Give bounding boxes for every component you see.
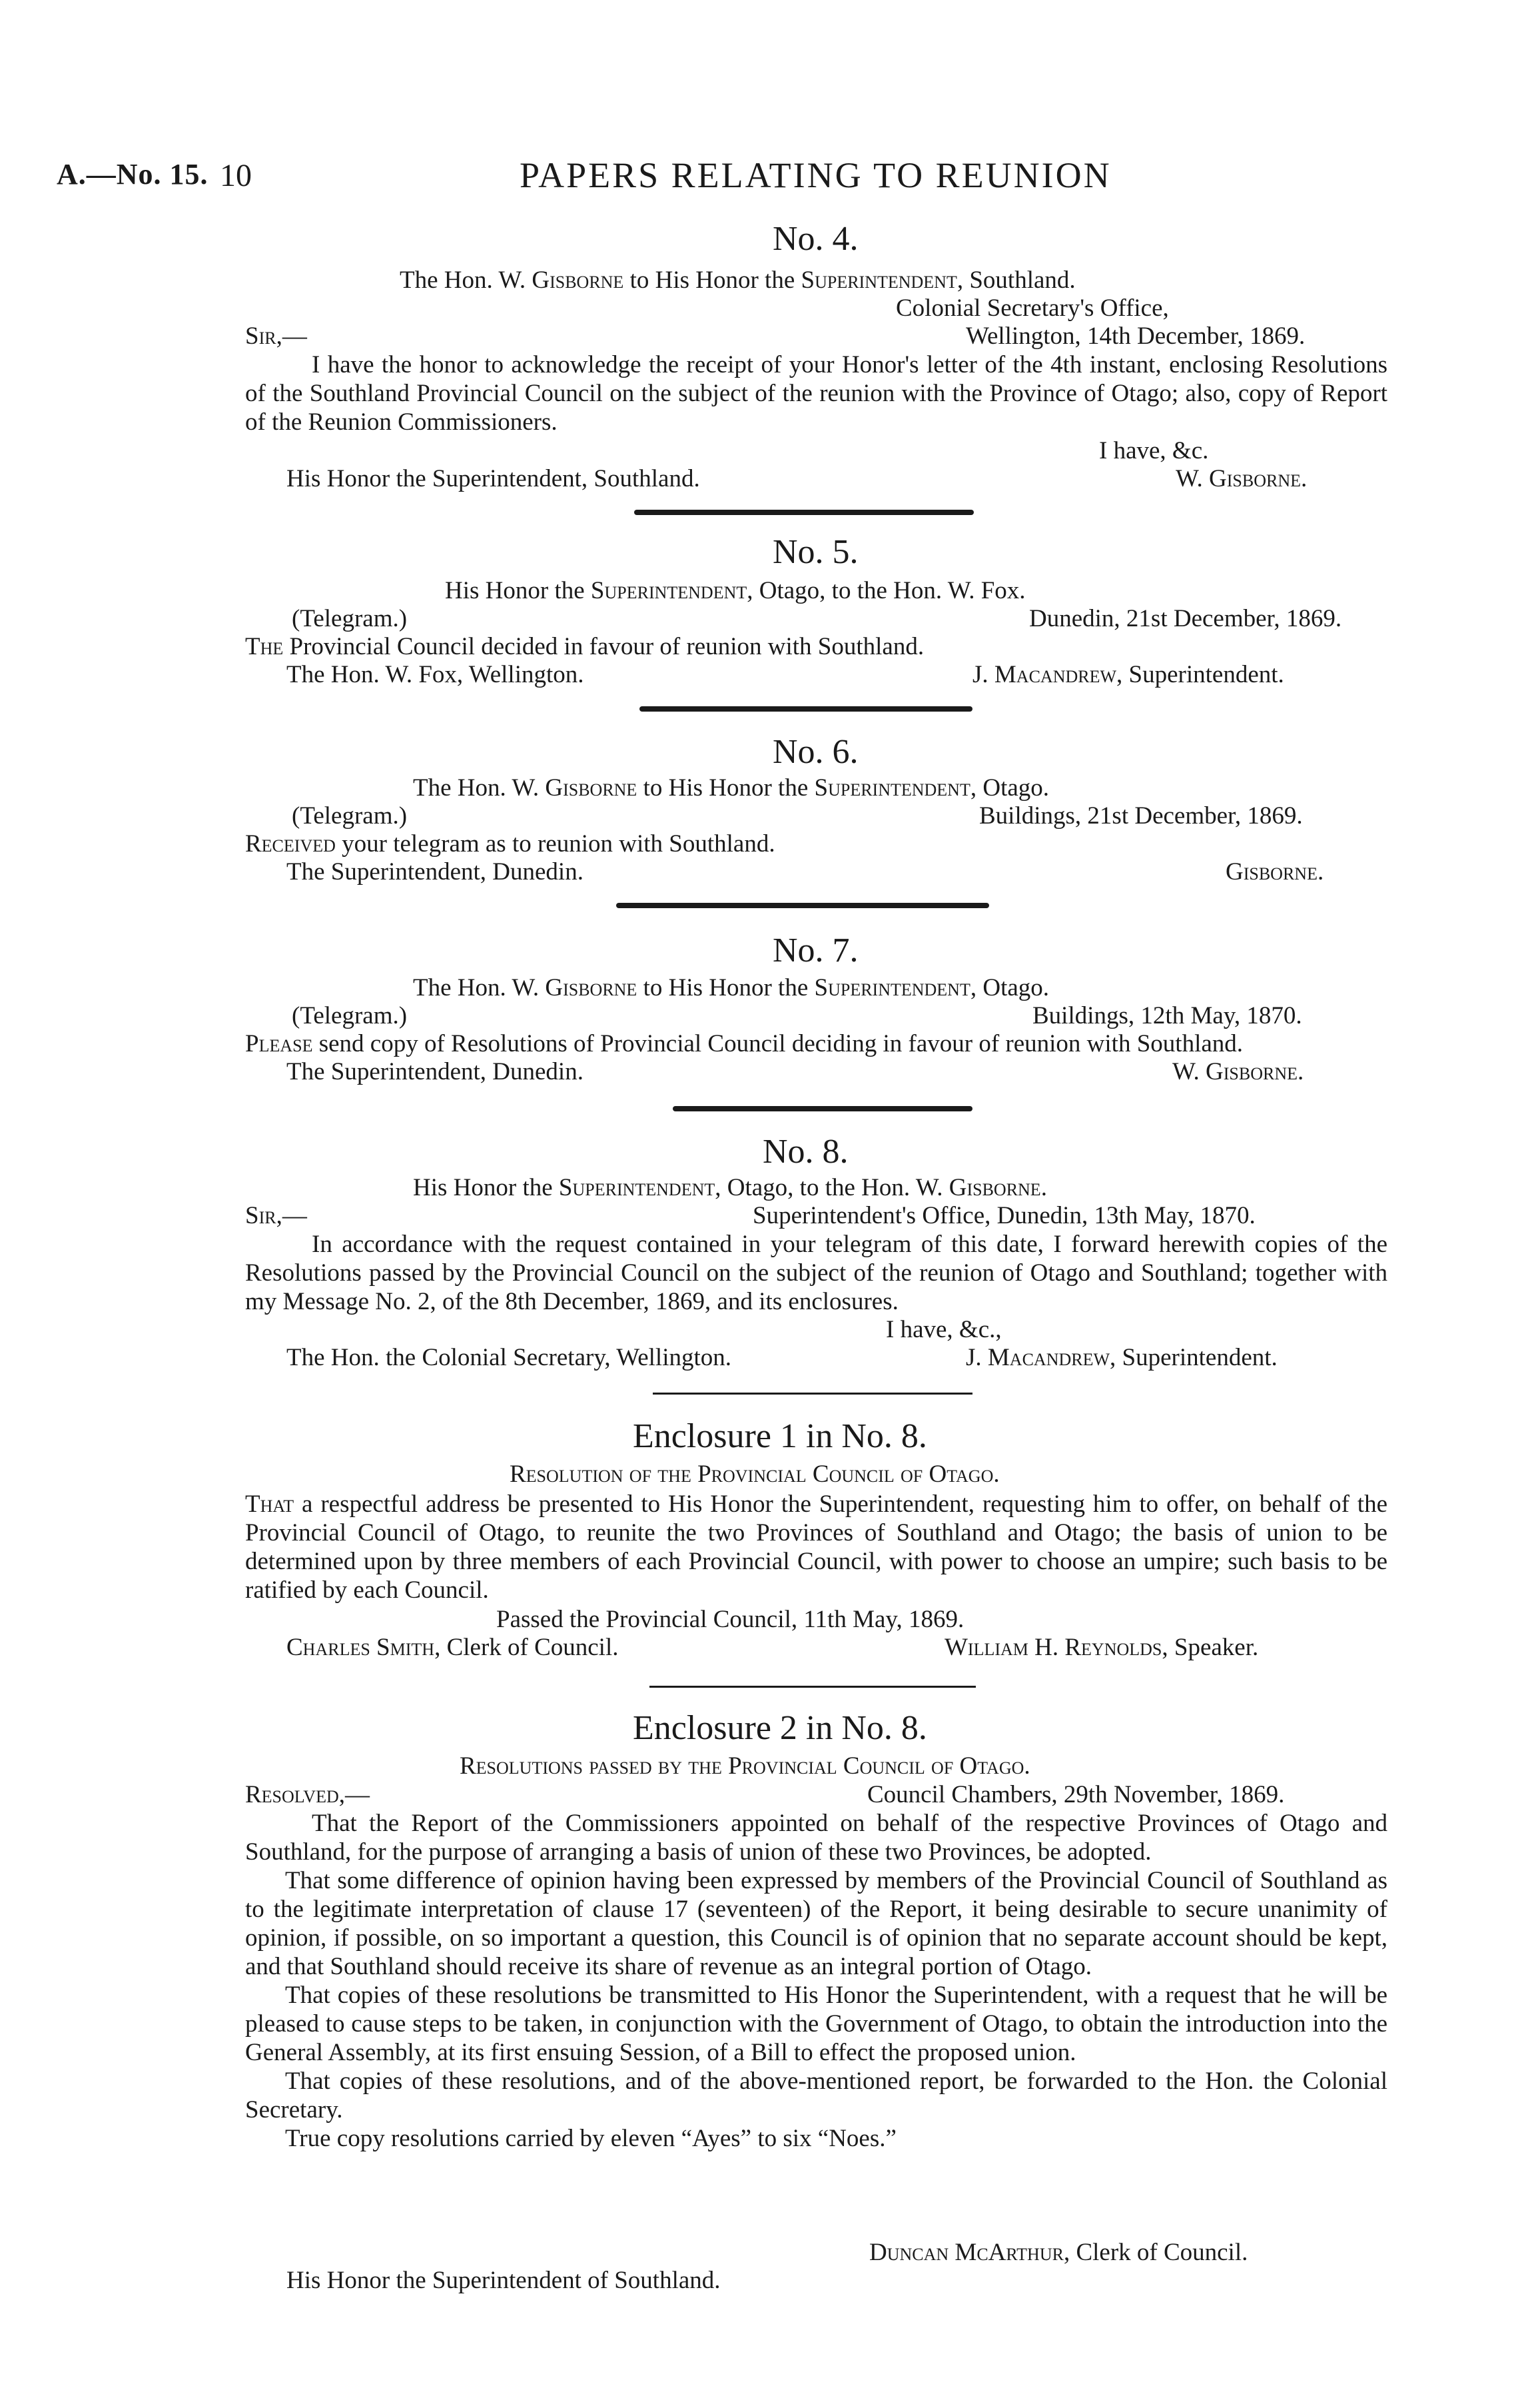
divider: [673, 1106, 972, 1111]
doc8-signature: J. Macandrew, Superintendent.: [966, 1344, 1278, 1371]
divider: [634, 510, 974, 515]
doc7-number: No. 7.: [773, 931, 859, 969]
doc6-medium: (Telegram.): [292, 802, 408, 830]
divider: [639, 706, 972, 712]
page-number: 10: [220, 158, 252, 193]
enc1-clerk: Charles Smith, Clerk of Council.: [286, 1634, 619, 1661]
series-label: A.—No. 15.: [57, 158, 208, 191]
doc8-heading: His Honor the Superintendent, Otago, to the Hon. W. Gisborne.: [413, 1174, 1047, 1201]
doc4-place-line1: Colonial Secretary's Office,: [896, 295, 1169, 322]
doc6-place: Buildings, 21st December, 1869.: [979, 802, 1303, 830]
doc5-number: No. 5.: [773, 533, 859, 571]
page-title: PAPERS RELATING TO REUNION: [520, 155, 1112, 195]
doc7-medium: (Telegram.): [292, 1002, 408, 1029]
doc7-addressee: The Superintendent, Dunedin.: [286, 1058, 583, 1085]
doc5-heading: His Honor the Superintendent, Otago, to the Hon. W. Fox.: [445, 577, 1026, 604]
enc1-heading: Resolution of the Provincial Council of Otago.: [510, 1461, 1000, 1488]
divider: [616, 903, 989, 908]
doc8-addressee: The Hon. the Colonial Secretary, Wellington.: [286, 1344, 732, 1371]
enc2-resolution-1: That the Report of the Commissioners appointed on behalf of the respective Provinces of Otago and Southland, for the purpose of arranging a basis of union of these two Provinces, be adopted.: [245, 1810, 1387, 1866]
enc2-clerk: Duncan McArthur, Clerk of Council.: [869, 2239, 1248, 2266]
enc2-resolutions: [245, 1809, 1387, 2153]
doc6-heading: The Hon. W. Gisborne to His Honor the Superintendent, Otago.: [413, 774, 1050, 802]
doc5-signature: J. Macandrew, Superintendent.: [972, 661, 1284, 688]
doc6-signature: Gisborne.: [1226, 858, 1324, 886]
doc4-closing: I have, &c.: [1099, 437, 1209, 464]
doc8-closing: I have, &c.,: [886, 1316, 1002, 1343]
enc1-speaker: William H. Reynolds, Speaker.: [945, 1634, 1259, 1661]
doc4-place-line2: Wellington, 14th December, 1869.: [966, 322, 1306, 350]
doc8-salutation: Sir,—: [245, 1202, 307, 1229]
doc4-signature: W. Gisborne.: [1176, 465, 1308, 492]
doc7-body: Please send copy of Resolutions of Provincial Council deciding in favour of reunion with Southland.: [245, 1030, 1244, 1057]
doc7-heading: The Hon. W. Gisborne to His Honor the Superintendent, Otago.: [413, 974, 1050, 1001]
doc4-number: No. 4.: [773, 220, 859, 258]
doc8-place: Superintendent's Office, Dunedin, 13th May, 1870.: [753, 1202, 1256, 1229]
doc5-body: The Provincial Council decided in favour of reunion with Southland.: [245, 633, 925, 660]
enc1-number: Enclosure 1 in No. 8.: [633, 1417, 927, 1455]
enc2-resolution-4: That copies of these resolutions, and of the above-mentioned report, be forwarded to the Hon. the Colonial Secretary.: [245, 2068, 1387, 2123]
divider: [649, 1686, 976, 1688]
doc7-place: Buildings, 12th May, 1870.: [1032, 1002, 1302, 1029]
doc5-place: Dunedin, 21st December, 1869.: [1029, 605, 1342, 632]
enc2-place: Council Chambers, 29th November, 1869.: [867, 1781, 1285, 1808]
enc2-number: Enclosure 2 in No. 8.: [633, 1709, 927, 1747]
doc8-number: No. 8.: [763, 1133, 849, 1171]
doc4-heading: The Hon. W. Gisborne to His Honor the Superintendent, Southland.: [400, 267, 1076, 294]
doc5-addressee: The Hon. W. Fox, Wellington.: [286, 661, 584, 688]
doc4-salutation: Sir,—: [245, 322, 307, 350]
enc2-resolution-3: That copies of these resolutions be transmitted to His Honor the Superintendent, with a request that he will be pleased to cause steps to be taken, in conjunction with the Government of Otago, to obtain the introduction into the General Assembly, at its first ensuing Session, of a Bill to effect the proposed union.: [245, 1982, 1387, 2066]
doc6-body: Received your telegram as to reunion with Southland.: [245, 830, 775, 858]
enc2-resolved: Resolved,—: [245, 1781, 370, 1808]
enc2-true-copy: True copy resolutions carried by eleven “Ayes” to six “Noes.”: [285, 2125, 897, 2152]
doc4-addressee: His Honor the Superintendent, Southland.: [286, 465, 700, 492]
doc6-addressee: The Superintendent, Dunedin.: [286, 858, 583, 886]
enc2-addressee: His Honor the Superintendent of Southland.: [286, 2267, 721, 2294]
enc1-body: That a respectful address be presented to His Honor the Superintendent, requesting him to offer, on behalf of the Provincial Council of Otago, to reunite the two Provinces of Southland and Otago; the basis of union to be determined upon by three members of each Provincial Council, with power to choose an umpire; such basis to be ratified by each Council.: [245, 1491, 1387, 1604]
enc2-heading: Resolutions passed by the Provincial Council of Otago.: [460, 1752, 1030, 1780]
enc1-passed: Passed the Provincial Council, 11th May, 1869.: [496, 1606, 964, 1633]
doc5-medium: (Telegram.): [292, 605, 408, 632]
doc4-body: I have the honor to acknowledge the receipt of your Honor's letter of the 4th instant, enclosing Resolutions of the Southland Provincial Council on the subject of the reunion with the Province of Otago; also, copy of Report of the Reunion Commissioners.: [245, 351, 1387, 436]
enc2-resolution-2: That some difference of opinion having been expressed by members of the Provincial Council of Southland as to the legitimate interpretation of clause 17 (seventeen) of the Report, it being desirable to secure unanimity of opinion, if possible, on so important a question, this Council is of opinion that no separate account should be kept, and that Southland should receive its share of revenue as an integral portion of Otago.: [245, 1867, 1387, 1980]
divider: [653, 1393, 972, 1395]
doc6-number: No. 6.: [773, 733, 859, 771]
doc7-signature: W. Gisborne.: [1172, 1058, 1304, 1085]
doc8-body: In accordance with the request contained in your telegram of this date, I forward herewith copies of the Resolutions passed by the Provincial Council on the subject of the reunion of Otago and Southland; together with my Message No. 2, of the 8th December, 1869, and its enclosures.: [245, 1231, 1387, 1315]
